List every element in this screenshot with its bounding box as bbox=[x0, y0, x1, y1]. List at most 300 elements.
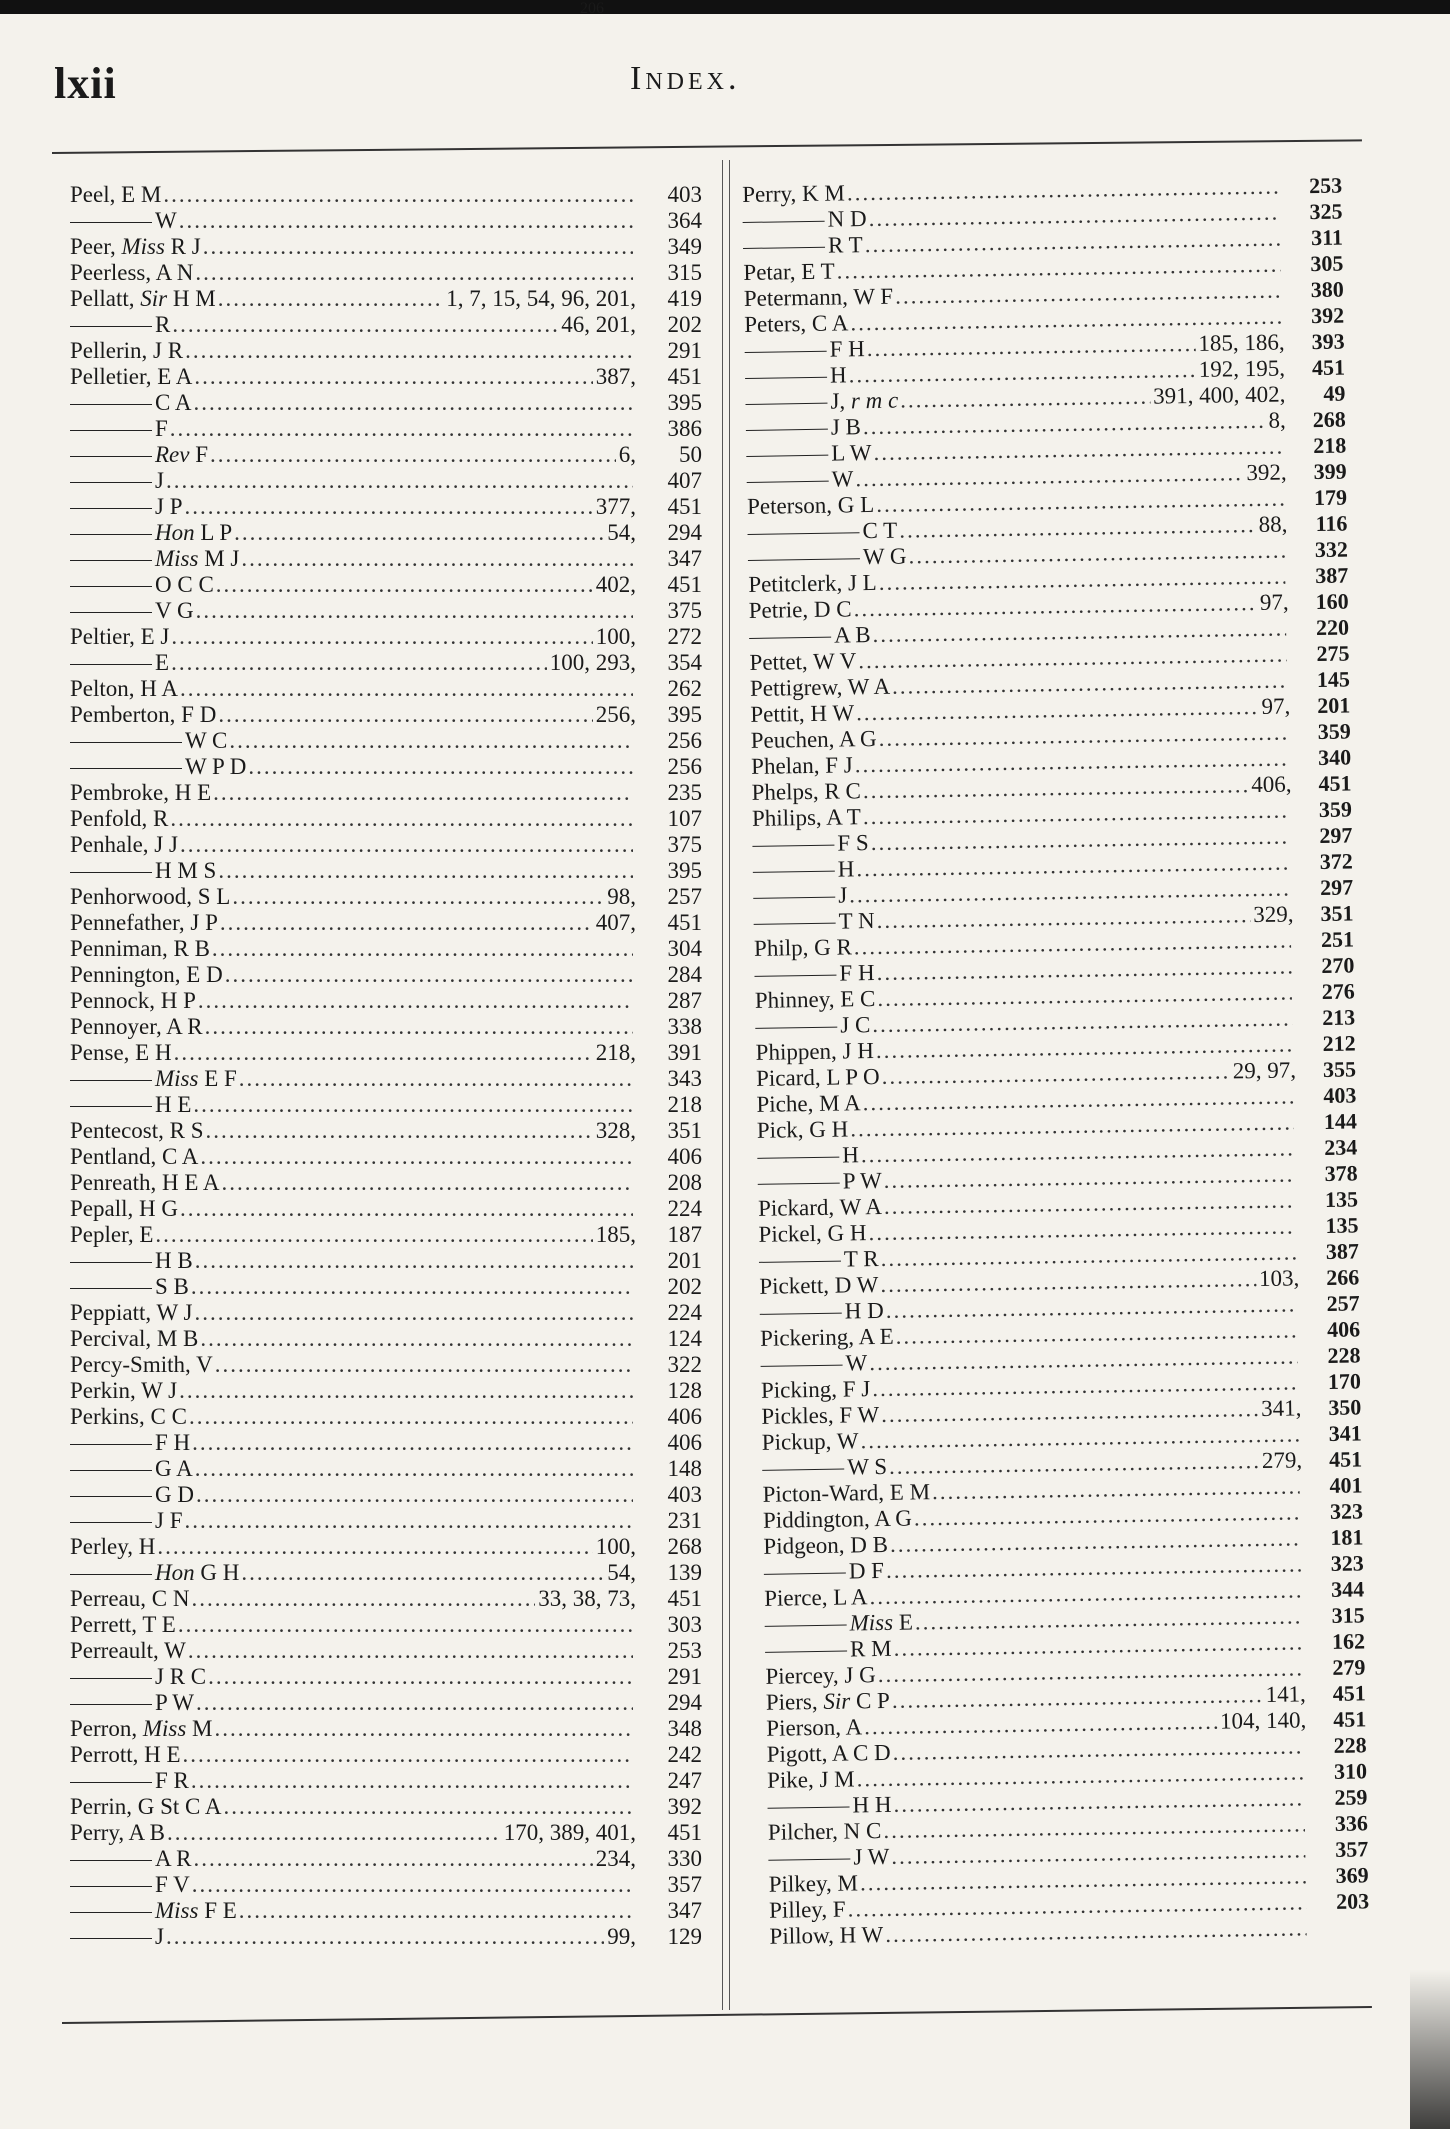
index-entry bbox=[70, 234, 702, 260]
index-entry-line bbox=[70, 572, 702, 598]
entry-name: Pentecost, R S bbox=[70, 1118, 204, 1143]
index-entry-line bbox=[70, 806, 702, 832]
entry-page: 179 bbox=[1313, 484, 1348, 511]
entry-name: Hon G H bbox=[70, 1560, 241, 1586]
entry-name: F V bbox=[70, 1872, 192, 1898]
entry-name: Peuchen, A G bbox=[750, 725, 877, 753]
entry-name: F bbox=[70, 416, 170, 442]
entry-page: 203 bbox=[1335, 1888, 1370, 1914]
index-entry bbox=[70, 208, 702, 234]
entry-name: Pepler, E bbox=[70, 1222, 154, 1247]
entry-name: W S bbox=[762, 1454, 889, 1482]
leader-dots bbox=[170, 806, 633, 832]
entry-name: Pepall, H G bbox=[70, 1196, 178, 1221]
entry-name: Pellerin, J R bbox=[70, 338, 184, 363]
index-entry bbox=[70, 754, 702, 780]
entry-page: 303 bbox=[667, 1612, 702, 1637]
entry-page: 129 bbox=[667, 1924, 702, 1949]
entry-page: 270 bbox=[1321, 952, 1355, 978]
entry-page: 268 bbox=[1312, 406, 1346, 433]
leader-dots bbox=[166, 1924, 604, 1950]
entry-page: 419 bbox=[667, 286, 702, 311]
entry-name: W C bbox=[70, 728, 229, 754]
entry-extra-pages: 328, bbox=[595, 1118, 636, 1143]
entry-name: P W bbox=[70, 1690, 196, 1716]
index-entry-line bbox=[70, 1040, 702, 1066]
entry-page: 242 bbox=[667, 1742, 702, 1767]
page-title: Index. bbox=[630, 60, 741, 97]
leader-dots bbox=[180, 1196, 633, 1222]
entry-page: 323 bbox=[1330, 1550, 1364, 1576]
entry-page: 403 bbox=[667, 182, 702, 207]
index-entry bbox=[70, 598, 702, 624]
index-entry bbox=[70, 468, 702, 494]
entry-name: J C bbox=[755, 1012, 872, 1040]
entry-extra-pages: 192, 195, bbox=[1198, 355, 1286, 382]
leader-dots bbox=[885, 1915, 1307, 1948]
entry-page: 294 bbox=[667, 1690, 702, 1715]
entry-extra-pages: 377, bbox=[595, 494, 636, 519]
entry-name: Perley, H bbox=[70, 1534, 156, 1559]
entry-name: Pickel, G H bbox=[758, 1220, 867, 1247]
entry-name: Miss E F bbox=[70, 1066, 239, 1092]
index-entry-line bbox=[70, 286, 702, 312]
leader-dots bbox=[174, 1040, 593, 1066]
entry-extra-pages: 392, bbox=[1246, 459, 1287, 486]
entry-name: H D bbox=[760, 1298, 886, 1326]
index-entry-line bbox=[70, 1144, 702, 1170]
leader-dots bbox=[239, 1898, 633, 1924]
leader-dots bbox=[193, 1092, 633, 1118]
index-entry bbox=[70, 260, 702, 286]
entry-page: 338 bbox=[667, 1014, 702, 1039]
entry-name: Pellatt, Sir H M bbox=[70, 286, 216, 311]
index-entry bbox=[70, 442, 702, 468]
entry-name: F R bbox=[70, 1768, 191, 1794]
index-entry-line bbox=[70, 1404, 702, 1430]
index-entry bbox=[70, 1274, 702, 1300]
index-entry-line bbox=[70, 1612, 702, 1638]
index-entry bbox=[70, 338, 702, 364]
entry-page: 451 bbox=[1333, 1706, 1367, 1732]
entry-page: 291 bbox=[667, 1664, 702, 1689]
leader-dots bbox=[229, 728, 633, 754]
entry-name: J bbox=[753, 882, 849, 910]
entry-page: 403 bbox=[1323, 1082, 1357, 1108]
index-entry bbox=[70, 1742, 702, 1768]
entry-extra-pages: 387, bbox=[595, 364, 636, 389]
entry-extra-pages: 6, bbox=[618, 442, 636, 467]
entry-page: 218 bbox=[667, 1092, 702, 1117]
entry-page: 401 bbox=[1329, 1472, 1363, 1498]
leader-dots bbox=[239, 1066, 633, 1092]
entry-page: 128 bbox=[667, 1378, 702, 1403]
leader-dots bbox=[185, 494, 593, 520]
leader-dots bbox=[210, 442, 616, 468]
leader-dots bbox=[218, 286, 444, 312]
leader-dots bbox=[900, 384, 1150, 414]
index-entry-line bbox=[70, 208, 702, 234]
entry-name: Phippen, J H bbox=[755, 1038, 875, 1065]
entry-page: 213 bbox=[1321, 1004, 1356, 1030]
entry-page: 251 bbox=[1320, 926, 1355, 952]
entry-name: Pembroke, H E bbox=[70, 780, 212, 805]
entry-name: L W bbox=[746, 440, 874, 468]
entry-page: 375 bbox=[667, 832, 702, 857]
leader-dots bbox=[179, 1378, 633, 1404]
index-entry bbox=[70, 1378, 702, 1404]
index-entry bbox=[70, 1248, 702, 1274]
index-entry-line bbox=[70, 832, 702, 858]
entry-extra-pages: 341, bbox=[1260, 1395, 1302, 1421]
index-entry bbox=[70, 312, 702, 338]
entry-name: J F bbox=[70, 1508, 185, 1534]
index-entry bbox=[70, 572, 702, 598]
index-entry-line bbox=[70, 780, 702, 806]
index-entry-line bbox=[70, 390, 702, 416]
leader-dots bbox=[193, 1846, 592, 1872]
entry-name: Pemberton, F D bbox=[70, 702, 217, 727]
leader-dots bbox=[203, 234, 633, 260]
entry-extra-pages: 100, bbox=[595, 1534, 636, 1559]
leader-dots bbox=[206, 1118, 593, 1144]
index-entry bbox=[70, 780, 702, 806]
index-entry bbox=[70, 1820, 702, 1846]
entry-extra-pages: 402, bbox=[595, 572, 636, 597]
entry-page: 451 bbox=[1318, 770, 1352, 797]
entry-extra-pages: 8, bbox=[1268, 407, 1287, 433]
entry-page: 139 bbox=[667, 1560, 702, 1585]
entry-name: Percy-Smith, V bbox=[70, 1352, 213, 1377]
entry-page: 256 bbox=[667, 754, 702, 779]
index-entry-line bbox=[70, 1560, 702, 1586]
entry-name: Peterson, G L bbox=[746, 491, 875, 519]
index-entry bbox=[70, 1560, 702, 1586]
index-entry-line bbox=[70, 1586, 702, 1612]
leader-dots bbox=[192, 1872, 633, 1898]
entry-name: Perry, A B bbox=[70, 1820, 165, 1845]
entry-page: 451 bbox=[1311, 354, 1346, 381]
entry-page: 406 bbox=[1326, 1316, 1361, 1342]
index-entry-line bbox=[70, 1768, 702, 1794]
leader-dots bbox=[213, 780, 633, 806]
entry-name: Pettet, W V bbox=[749, 648, 857, 675]
entry-page: 451 bbox=[667, 572, 702, 597]
index-entry bbox=[70, 1794, 702, 1820]
index-entry-line bbox=[70, 1742, 702, 1768]
entry-page: 234 bbox=[1324, 1134, 1358, 1160]
entry-page: 354 bbox=[667, 650, 702, 675]
index-entry bbox=[70, 910, 702, 936]
entry-name: Pettigrew, W A bbox=[749, 673, 891, 701]
entry-name: H bbox=[753, 856, 857, 884]
entry-page: 170 bbox=[1327, 1368, 1362, 1394]
entry-page: 162 bbox=[1331, 1628, 1366, 1654]
entry-page: 399 bbox=[1313, 458, 1347, 485]
entry-extra-pages: 103, bbox=[1258, 1265, 1300, 1292]
entry-name: F H bbox=[744, 336, 867, 364]
leader-dots bbox=[195, 1456, 633, 1482]
entry-page: 357 bbox=[1335, 1836, 1369, 1862]
entry-name: W bbox=[70, 208, 179, 234]
index-entry bbox=[70, 520, 702, 546]
entry-page: 347 bbox=[667, 546, 702, 571]
index-entry bbox=[70, 832, 702, 858]
index-entry-line bbox=[70, 1924, 702, 1950]
index-entry-line bbox=[70, 1196, 702, 1222]
entry-page bbox=[1324, 1934, 1370, 1935]
entry-extra-pages: 218, bbox=[595, 1040, 636, 1065]
entry-page: 187 bbox=[667, 1222, 702, 1247]
entry-extra-pages: 256, bbox=[595, 702, 636, 727]
leader-dots bbox=[200, 1326, 633, 1352]
entry-name: J B bbox=[746, 414, 863, 442]
index-entry bbox=[70, 858, 702, 884]
entry-name: Pennefather, J P bbox=[70, 910, 218, 935]
entry-page: 160 bbox=[1315, 588, 1349, 615]
entry-name: Penniman, R B bbox=[70, 936, 210, 961]
index-entry-line bbox=[70, 442, 702, 468]
entry-name: Piercey, J G bbox=[765, 1662, 876, 1689]
entry-name: J bbox=[70, 468, 166, 494]
entry-page: 148 bbox=[667, 1456, 702, 1481]
leader-dots bbox=[196, 598, 633, 624]
index-entry-line bbox=[70, 988, 702, 1014]
leader-dots bbox=[212, 936, 633, 962]
leader-dots bbox=[189, 1404, 633, 1430]
entry-name: Pickering, A E bbox=[759, 1323, 894, 1351]
entry-page: 330 bbox=[667, 1846, 702, 1871]
entry-page: 347 bbox=[667, 1898, 702, 1923]
index-entry bbox=[70, 364, 702, 390]
entry-extra-pages: 88, bbox=[1258, 511, 1288, 537]
leader-dots bbox=[180, 676, 633, 702]
entry-extra-pages: 1, 7, 15, 54, 96, 201, bbox=[446, 286, 636, 311]
entry-page: 135 bbox=[1325, 1212, 1359, 1238]
index-entry-line bbox=[70, 1638, 702, 1664]
entry-page: 220 bbox=[1315, 614, 1350, 641]
entry-name: T N bbox=[753, 908, 876, 936]
entry-name: Penfold, R bbox=[70, 806, 169, 831]
index-entry bbox=[70, 1716, 702, 1742]
index-entry-line bbox=[70, 1716, 702, 1742]
index-entry-line bbox=[70, 1898, 702, 1924]
entry-name: Miss E bbox=[764, 1609, 915, 1637]
entry-page: 343 bbox=[667, 1066, 702, 1091]
index-entry bbox=[70, 884, 702, 910]
entry-page: 272 bbox=[667, 624, 702, 649]
index-entry-line bbox=[70, 1170, 702, 1196]
entry-name: P W bbox=[758, 1168, 884, 1196]
leader-dots bbox=[179, 208, 633, 234]
entry-name: Pickett, D W bbox=[759, 1271, 879, 1299]
entry-page: 202 bbox=[667, 312, 702, 337]
leader-dots bbox=[248, 754, 633, 780]
entry-page: 201 bbox=[1317, 692, 1351, 719]
index-entry bbox=[70, 1170, 702, 1196]
index-entry-line bbox=[70, 910, 702, 936]
index-entry-line bbox=[70, 1014, 702, 1040]
header-rule bbox=[52, 139, 1362, 154]
index-entry bbox=[70, 1482, 702, 1508]
entry-page: 224 bbox=[667, 1196, 702, 1221]
entry-name: Petrie, D C bbox=[748, 596, 852, 623]
entry-page: 49 bbox=[1323, 380, 1346, 406]
entry-name: Pennock, H P bbox=[70, 988, 196, 1013]
leader-dots bbox=[225, 962, 633, 988]
entry-name: Petar, E T bbox=[743, 258, 835, 285]
index-entry-line bbox=[70, 1378, 702, 1404]
entry-extra-pages: 97, bbox=[1261, 693, 1291, 719]
entry-extra-pages: 234, bbox=[595, 1846, 636, 1871]
index-entry-line bbox=[70, 416, 702, 442]
entry-name: G A bbox=[70, 1456, 195, 1482]
index-entry bbox=[70, 1326, 702, 1352]
entry-page: 348 bbox=[667, 1716, 702, 1741]
leader-dots bbox=[166, 468, 633, 494]
index-entry-line bbox=[70, 468, 702, 494]
entry-page: 392 bbox=[1310, 302, 1345, 329]
entry-name: Peltier, E J bbox=[70, 624, 170, 649]
entry-page: 393 bbox=[1311, 328, 1345, 355]
entry-page: 336 bbox=[1334, 1810, 1369, 1836]
index-entry-line bbox=[70, 1066, 702, 1092]
entry-name: E bbox=[70, 650, 171, 676]
leader-dots bbox=[221, 1170, 633, 1196]
index-entry bbox=[70, 390, 702, 416]
leader-dots bbox=[183, 1742, 633, 1768]
entry-page: 294 bbox=[667, 520, 702, 545]
entry-name: R M bbox=[765, 1636, 894, 1664]
entry-name: Pickard, W A bbox=[757, 1193, 883, 1221]
index-entry-line bbox=[70, 364, 702, 390]
index-entry bbox=[70, 286, 702, 312]
entry-name: H E bbox=[70, 1092, 193, 1118]
entry-name: O C C bbox=[70, 572, 216, 598]
entry-extra-pages: 185, 186, bbox=[1198, 329, 1285, 356]
index-entry-line bbox=[70, 520, 702, 546]
entry-page: 224 bbox=[667, 1300, 702, 1325]
entry-name: Philips, A T bbox=[751, 804, 862, 831]
index-entry bbox=[70, 650, 702, 676]
entry-name: Pilcher, N C bbox=[767, 1818, 882, 1845]
entry-page: 406 bbox=[667, 1144, 702, 1169]
index-entry-line bbox=[70, 234, 702, 260]
entry-name: Picard, L P O bbox=[755, 1063, 880, 1091]
leader-dots bbox=[196, 1482, 633, 1508]
leader-dots bbox=[218, 702, 592, 728]
index-entry bbox=[70, 1508, 702, 1534]
leader-dots bbox=[218, 858, 633, 884]
leader-dots bbox=[205, 1014, 633, 1040]
index-entry-line bbox=[70, 1248, 702, 1274]
entry-extra-pages: 99, bbox=[607, 1924, 636, 1949]
entry-name: Penreath, H E A bbox=[70, 1170, 220, 1195]
index-entry-line bbox=[70, 1664, 702, 1690]
index-entry-line bbox=[70, 1118, 702, 1144]
leader-dots bbox=[208, 1664, 633, 1690]
leader-dots bbox=[200, 1144, 633, 1170]
entry-page: 406 bbox=[667, 1404, 702, 1429]
entry-page: 451 bbox=[1328, 1446, 1363, 1472]
index-entry-line bbox=[70, 884, 702, 910]
index-entry-line bbox=[70, 1872, 702, 1898]
entry-extra-pages: 33, 38, 73, bbox=[538, 1586, 636, 1611]
entry-name: Perrott, H E bbox=[70, 1742, 181, 1767]
page-number: lxii bbox=[54, 59, 117, 108]
index-entry bbox=[70, 182, 702, 208]
index-entry bbox=[70, 962, 702, 988]
entry-name: Peer, Miss R J bbox=[70, 234, 201, 259]
entry-page: 291 bbox=[667, 338, 702, 363]
index-entry-line bbox=[70, 1794, 702, 1820]
entry-page: 395 bbox=[667, 702, 702, 727]
leader-dots bbox=[214, 1716, 633, 1742]
index-entry-line bbox=[70, 494, 702, 520]
index-entry bbox=[70, 1014, 702, 1040]
entry-name: Percival, M B bbox=[70, 1326, 199, 1351]
entry-extra-pages: 54, bbox=[607, 520, 636, 545]
entry-page: 305 bbox=[1310, 250, 1344, 277]
entry-name: Pelletier, E A bbox=[70, 364, 193, 389]
entry-page: 279 bbox=[1332, 1654, 1366, 1680]
entry-page: 144 bbox=[1323, 1108, 1358, 1134]
page-edge-smudge bbox=[1410, 1969, 1450, 2129]
entry-name: Perrin, G St C A bbox=[70, 1794, 222, 1819]
entry-name: Perrett, T E bbox=[70, 1612, 176, 1637]
entry-name: F S bbox=[752, 830, 871, 858]
entry-extra-pages: 100, 293, bbox=[549, 650, 636, 675]
entry-name: Picking, F J bbox=[760, 1376, 871, 1403]
index-entry bbox=[70, 1924, 702, 1950]
index-entry-line bbox=[70, 754, 702, 780]
entry-name: Phinney, E C bbox=[754, 986, 876, 1013]
entry-name: Pennington, E D bbox=[70, 962, 223, 987]
entry-extra-pages: 407, bbox=[595, 910, 636, 935]
entry-page: 375 bbox=[667, 598, 702, 623]
entry-name: Peters, C A bbox=[744, 310, 849, 337]
index-entry-line bbox=[70, 1508, 702, 1534]
column-divider bbox=[722, 160, 730, 2010]
entry-extra-pages: 97, bbox=[1259, 589, 1289, 615]
entry-name: N D bbox=[742, 206, 868, 234]
entry-name: Pentland, C A bbox=[70, 1144, 199, 1169]
index-entry bbox=[70, 1586, 702, 1612]
entry-name: Peel, E M bbox=[70, 182, 162, 207]
entry-name: Perkin, W J bbox=[70, 1378, 178, 1403]
index-entry-line bbox=[70, 1430, 702, 1456]
entry-name: V G bbox=[70, 598, 196, 624]
entry-page: 349 bbox=[667, 234, 702, 259]
leader-dots bbox=[155, 1222, 592, 1248]
index-entry-line bbox=[70, 1534, 702, 1560]
entry-name: D F bbox=[764, 1558, 887, 1586]
entry-name: H H bbox=[767, 1792, 893, 1820]
entry-extra-pages: 141, bbox=[1265, 1681, 1307, 1707]
entry-extra-pages: 98, bbox=[607, 884, 636, 909]
entry-page: 350 bbox=[1328, 1394, 1362, 1420]
entry-page: 355 bbox=[1322, 1056, 1357, 1082]
entry-extra-pages: 185, bbox=[595, 1222, 636, 1247]
index-entry-line bbox=[70, 1690, 702, 1716]
entry-name: H M S bbox=[70, 858, 218, 884]
entry-name: Pilley, F bbox=[768, 1896, 846, 1923]
index-entry-line bbox=[70, 1092, 702, 1118]
index-entry-line bbox=[70, 702, 702, 728]
entry-name: Pelton, H A bbox=[70, 676, 178, 701]
entry-name: Pickles, F W bbox=[761, 1401, 880, 1429]
leader-dots bbox=[180, 832, 633, 858]
